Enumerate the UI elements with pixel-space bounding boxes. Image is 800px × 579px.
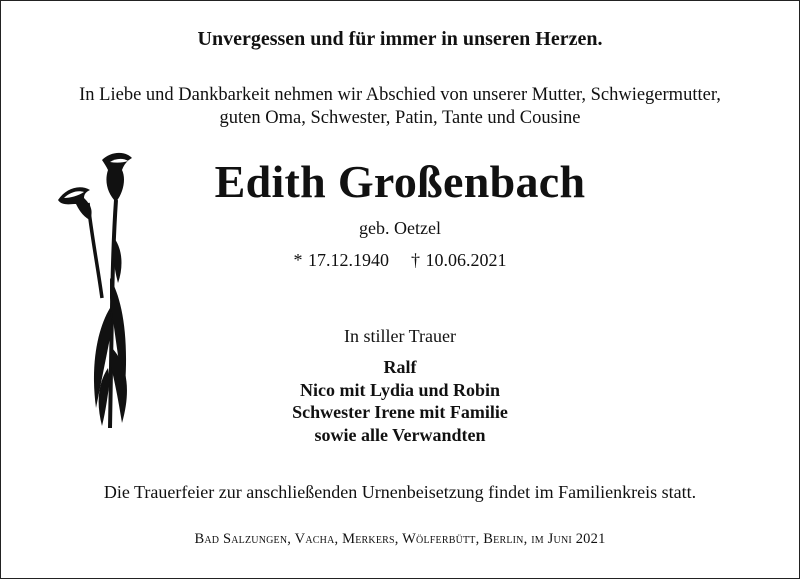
deceased-name: Edith Großenbach [214,156,586,207]
places-and-date: Bad Salzungen, Vacha, Merkers, Wölferbütt, Berlin, im Juni 2021 [194,531,606,547]
motto-heading: Unvergessen und für immer in unseren Herzen. [197,28,603,50]
death-date: † 10.06.2021 [411,250,507,270]
intro-line-1: In Liebe und Dankbarkeit nehmen wir Abschied von unserer Mutter, Schwiegermutter, [79,85,721,105]
ceremony-notice: Die Trauerfeier zur anschließenden Urnenbeisetzung findet im Familienkreis statt. [103,482,697,502]
maiden-name: geb. Oetzel [359,218,441,238]
intro-text [0,84,800,130]
birth-date: * 17.12.1940 [293,250,389,270]
intro-line-2: guten Oma, Schwester, Patin, Tante und Cousine [219,108,581,128]
mourning-label: In stiller Trauer [344,326,456,346]
mourner-name: Nico mit Lydia und Robin [299,379,501,400]
mourner-name: sowie alle Verwandten [314,424,486,445]
mourner-name: Ralf [383,357,417,377]
calla-lily-icon [52,148,152,433]
mourner-name: Schwester Irene mit Familie [292,402,508,422]
